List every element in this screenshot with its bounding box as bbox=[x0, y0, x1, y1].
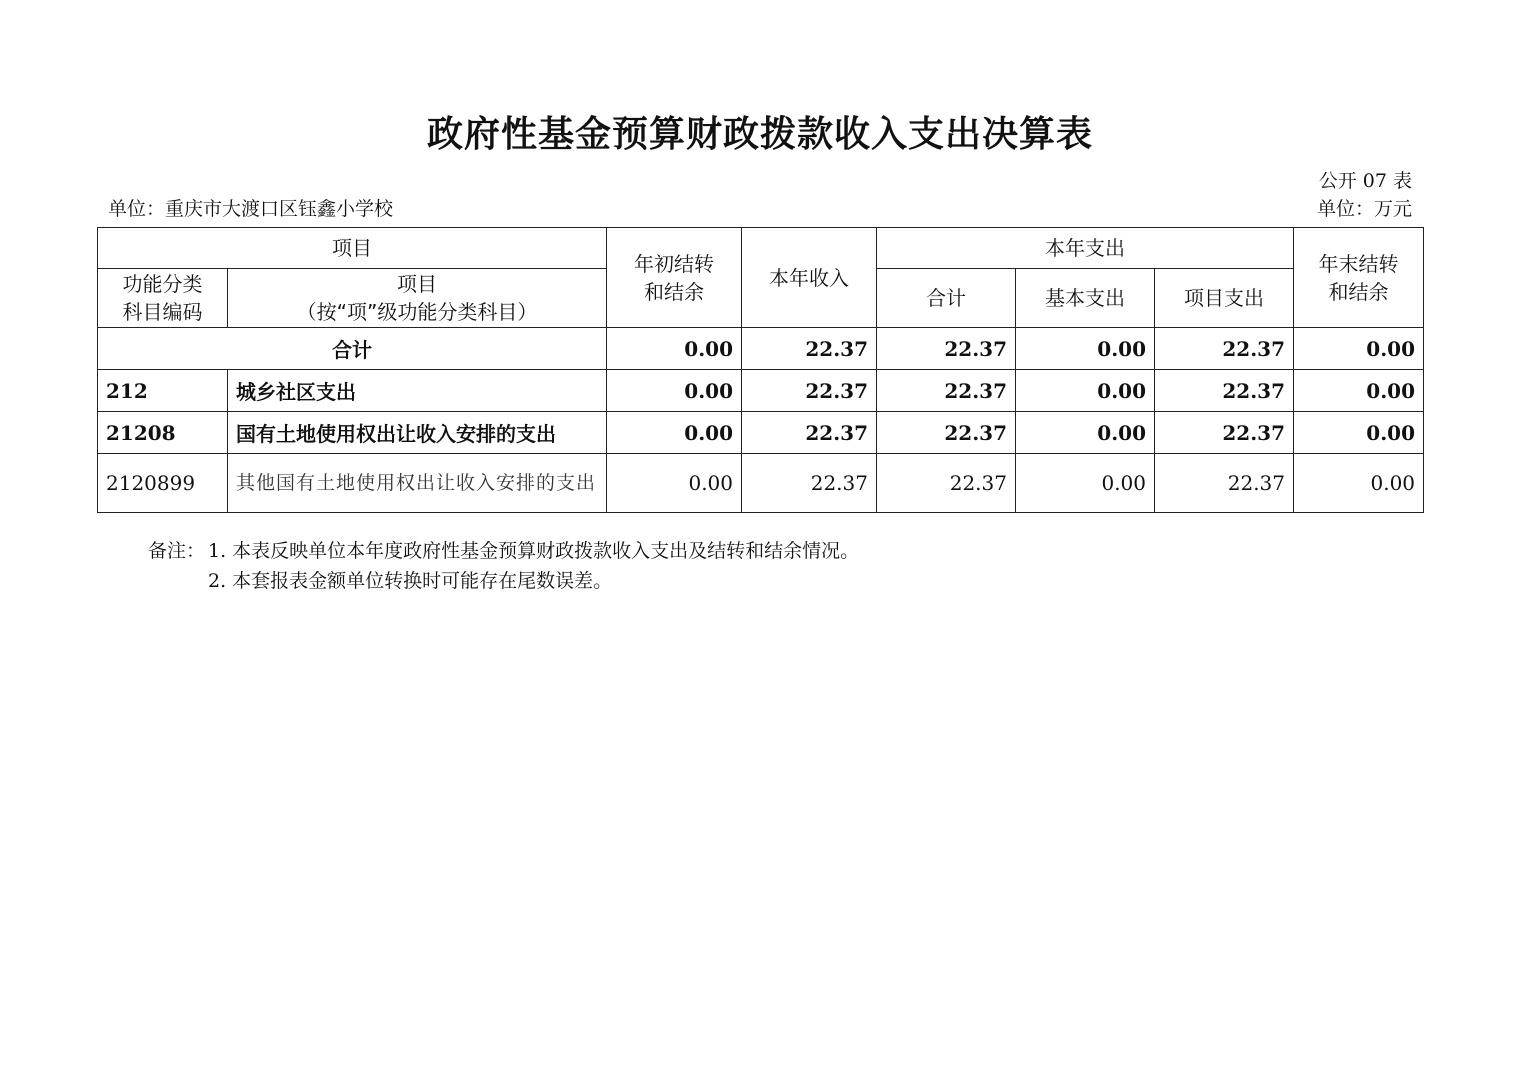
header-item bbox=[228, 269, 607, 328]
table-row bbox=[98, 412, 1424, 454]
row-name: 国有土地使用权出让收入安排的支出 bbox=[228, 412, 607, 454]
header-income: 本年收入 bbox=[742, 228, 877, 328]
header-begin-balance-line2: 和结余 bbox=[644, 279, 704, 304]
header-expense-project: 项目支出 bbox=[1155, 269, 1294, 328]
header-end-balance-line1: 年末结转 bbox=[1318, 251, 1399, 276]
note-item: 1. 本表反映单位本年度政府性基金预算财政拨款收入支出及结转和结余情况。 bbox=[208, 540, 860, 562]
row-begin: 0.00 bbox=[607, 454, 742, 513]
notes-label: 备注： bbox=[148, 540, 206, 562]
row-exp-basic: 0.00 bbox=[1016, 370, 1155, 412]
header-func-code-line2: 科目编码 bbox=[122, 300, 203, 324]
total-label: 合计 bbox=[98, 328, 607, 370]
table-row bbox=[98, 454, 1424, 513]
header-expense-total: 合计 bbox=[877, 269, 1016, 328]
total-exp-basic: 0.00 bbox=[1016, 328, 1155, 370]
note-row-1 bbox=[148, 536, 859, 566]
row-income: 22.37 bbox=[742, 370, 877, 412]
header-item-line2: （按“项”级功能分类科目） bbox=[296, 300, 538, 324]
header-row-1 bbox=[98, 228, 1424, 269]
row-income: 22.37 bbox=[742, 454, 877, 513]
header-expense: 本年支出 bbox=[877, 228, 1294, 269]
header-end-balance bbox=[1294, 228, 1424, 328]
header-project: 项目 bbox=[98, 228, 607, 269]
header-end-balance-line2: 和结余 bbox=[1328, 279, 1389, 304]
row-exp-basic: 0.00 bbox=[1016, 412, 1155, 454]
note-item: 2. 本套报表金额单位转换时可能存在尾数误差。 bbox=[208, 570, 613, 592]
row-exp-project: 22.37 bbox=[1155, 370, 1294, 412]
header-func-code bbox=[98, 269, 228, 328]
total-income: 22.37 bbox=[742, 328, 877, 370]
header-item-line1: 项目 bbox=[397, 272, 437, 296]
row-exp-project: 22.37 bbox=[1155, 454, 1294, 513]
row-end: 0.00 bbox=[1294, 412, 1424, 454]
table-row bbox=[98, 370, 1424, 412]
row-code: 212 bbox=[98, 370, 228, 412]
unit-organization: 单位：重庆市大渡口区钰鑫小学校 bbox=[108, 198, 394, 220]
row-income: 22.37 bbox=[742, 412, 877, 454]
row-begin: 0.00 bbox=[607, 412, 742, 454]
header-begin-balance bbox=[607, 228, 742, 328]
budget-table bbox=[97, 227, 1424, 513]
header-expense-basic: 基本支出 bbox=[1016, 269, 1155, 328]
header-func-code-line1: 功能分类 bbox=[122, 272, 203, 296]
row-code: 21208 bbox=[98, 412, 228, 454]
total-row bbox=[98, 328, 1424, 370]
table-number: 公开 07 表 bbox=[1318, 170, 1412, 192]
total-end: 0.00 bbox=[1294, 328, 1424, 370]
total-exp-project: 22.37 bbox=[1155, 328, 1294, 370]
row-exp-total: 22.37 bbox=[877, 412, 1016, 454]
total-begin: 0.00 bbox=[607, 328, 742, 370]
row-name: 其他国有土地使用权出让收入安排的支出 bbox=[228, 454, 607, 513]
page-title: 政府性基金预算财政拨款收入支出决算表 bbox=[426, 114, 1093, 155]
row-exp-total: 22.37 bbox=[877, 454, 1016, 513]
row-end: 0.00 bbox=[1294, 370, 1424, 412]
unit-currency: 单位：万元 bbox=[1316, 198, 1412, 220]
row-exp-total: 22.37 bbox=[877, 370, 1016, 412]
row-begin: 0.00 bbox=[607, 370, 742, 412]
row-exp-basic: 0.00 bbox=[1016, 454, 1155, 513]
total-exp-total: 22.37 bbox=[877, 328, 1016, 370]
header-begin-balance-line1: 年初结转 bbox=[634, 251, 714, 276]
row-end: 0.00 bbox=[1294, 454, 1424, 513]
notes bbox=[148, 536, 859, 596]
note-row-2 bbox=[148, 566, 859, 596]
row-name: 城乡社区支出 bbox=[228, 370, 607, 412]
row-exp-project: 22.37 bbox=[1155, 412, 1294, 454]
row-code: 2120899 bbox=[98, 454, 228, 513]
